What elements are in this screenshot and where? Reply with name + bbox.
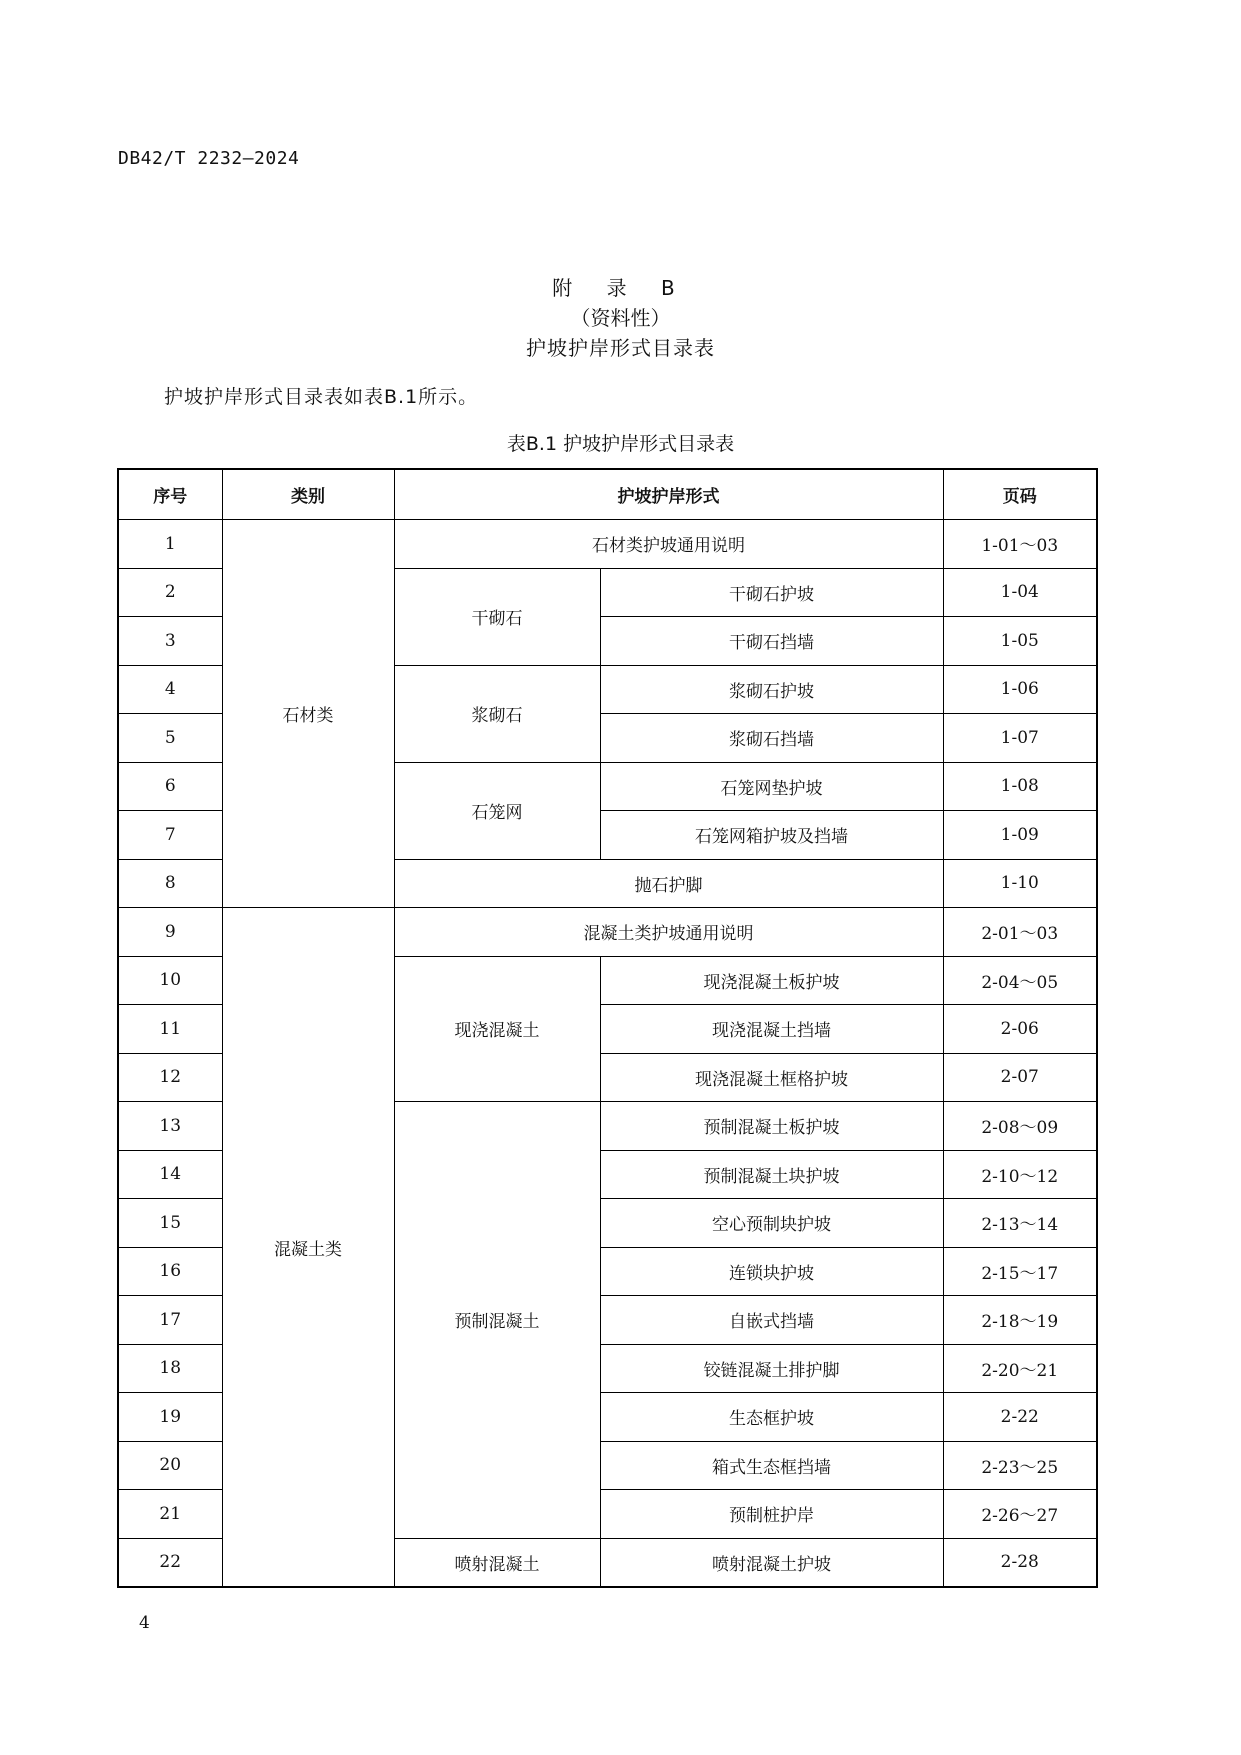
page-cell: 1-10	[943, 859, 1097, 908]
page-cell: 2-10～12	[943, 1150, 1097, 1199]
standard-code: DB42/T 2232—2024	[118, 148, 300, 169]
row-index: 22	[118, 1538, 222, 1587]
group-cell: 浆砌石	[394, 665, 600, 762]
row-index: 5	[118, 714, 222, 763]
category-cell: 石材类	[222, 520, 394, 908]
row-index: 14	[118, 1150, 222, 1199]
row-index: 13	[118, 1102, 222, 1151]
page-cell: 2-18～19	[943, 1296, 1097, 1345]
page-cell: 2-06	[943, 1005, 1097, 1054]
form-cell: 箱式生态框挡墙	[600, 1441, 943, 1490]
row-index: 1	[118, 520, 222, 569]
row-index: 11	[118, 1005, 222, 1054]
row-index: 21	[118, 1490, 222, 1539]
row-index: 12	[118, 1053, 222, 1102]
row-index: 15	[118, 1199, 222, 1248]
group-cell: 干砌石	[394, 568, 600, 665]
page-cell: 2-20～21	[943, 1344, 1097, 1393]
header-page: 页码	[943, 469, 1097, 520]
form-cell: 石笼网垫护坡	[600, 762, 943, 811]
header-index: 序号	[118, 469, 222, 520]
page-cell: 2-08～09	[943, 1102, 1097, 1151]
row-index: 20	[118, 1441, 222, 1490]
page-cell: 2-28	[943, 1538, 1097, 1587]
group-cell: 现浇混凝土	[394, 956, 600, 1102]
row-index: 2	[118, 568, 222, 617]
form-cell: 预制混凝土块护坡	[600, 1150, 943, 1199]
page-cell: 1-07	[943, 714, 1097, 763]
form-cell: 空心预制块护坡	[600, 1199, 943, 1248]
row-index: 19	[118, 1393, 222, 1442]
page-cell: 2-23～25	[943, 1441, 1097, 1490]
page-cell: 2-13～14	[943, 1199, 1097, 1248]
page-cell: 1-01～03	[943, 520, 1097, 569]
form-cell: 干砌石挡墙	[600, 617, 943, 666]
row-index: 17	[118, 1296, 222, 1345]
page-cell: 2-22	[943, 1393, 1097, 1442]
form-cell: 现浇混凝土板护坡	[600, 956, 943, 1005]
page-cell: 2-04～05	[943, 956, 1097, 1005]
form-cell: 石笼网箱护坡及挡墙	[600, 811, 943, 860]
catalog-table	[117, 468, 1098, 1588]
group-cell: 石笼网	[394, 762, 600, 859]
form-cell: 抛石护脚	[394, 859, 943, 908]
form-cell: 自嵌式挡墙	[600, 1296, 943, 1345]
form-cell: 铰链混凝土排护脚	[600, 1344, 943, 1393]
appendix-title: 附 录 B	[552, 276, 689, 300]
row-index: 9	[118, 908, 222, 957]
page-number: 4	[139, 1613, 150, 1633]
intro-paragraph: 护坡护岸形式目录表如表B.1所示。	[164, 386, 479, 408]
form-cell: 现浇混凝土挡墙	[600, 1005, 943, 1054]
appendix-name: 护坡护岸形式目录表	[526, 336, 715, 360]
header-form: 护坡护岸形式	[394, 469, 943, 520]
row-index: 10	[118, 956, 222, 1005]
row-index: 8	[118, 859, 222, 908]
page-cell: 2-15～17	[943, 1247, 1097, 1296]
form-cell: 干砌石护坡	[600, 568, 943, 617]
page-cell: 1-05	[943, 617, 1097, 666]
form-cell: 预制桩护岸	[600, 1490, 943, 1539]
table-header-row	[118, 469, 1097, 520]
form-cell: 浆砌石挡墙	[600, 714, 943, 763]
form-cell: 浆砌石护坡	[600, 665, 943, 714]
page-cell: 1-04	[943, 568, 1097, 617]
form-cell: 石材类护坡通用说明	[394, 520, 943, 569]
category-cell: 混凝土类	[222, 908, 394, 1588]
appendix-type: （资料性）	[570, 306, 671, 330]
page-cell: 1-09	[943, 811, 1097, 860]
form-cell: 现浇混凝土框格护坡	[600, 1053, 943, 1102]
header-category: 类别	[222, 469, 394, 520]
row-index: 3	[118, 617, 222, 666]
page-cell: 2-07	[943, 1053, 1097, 1102]
row-index: 4	[118, 665, 222, 714]
page-cell: 2-01～03	[943, 908, 1097, 957]
row-index: 7	[118, 811, 222, 860]
form-cell: 连锁块护坡	[600, 1247, 943, 1296]
table-caption: 表B.1 护坡护岸形式目录表	[506, 433, 735, 455]
form-cell: 混凝土类护坡通用说明	[394, 908, 943, 957]
table-row	[118, 520, 1097, 569]
page-cell: 2-26～27	[943, 1490, 1097, 1539]
form-cell: 预制混凝土板护坡	[600, 1102, 943, 1151]
page-cell: 1-08	[943, 762, 1097, 811]
row-index: 6	[118, 762, 222, 811]
group-cell: 预制混凝土	[394, 1102, 600, 1539]
row-index: 16	[118, 1247, 222, 1296]
page-cell: 1-06	[943, 665, 1097, 714]
form-cell: 生态框护坡	[600, 1393, 943, 1442]
group-cell: 喷射混凝土	[394, 1538, 600, 1587]
row-index: 18	[118, 1344, 222, 1393]
form-cell: 喷射混凝土护坡	[600, 1538, 943, 1587]
table-row	[118, 908, 1097, 957]
